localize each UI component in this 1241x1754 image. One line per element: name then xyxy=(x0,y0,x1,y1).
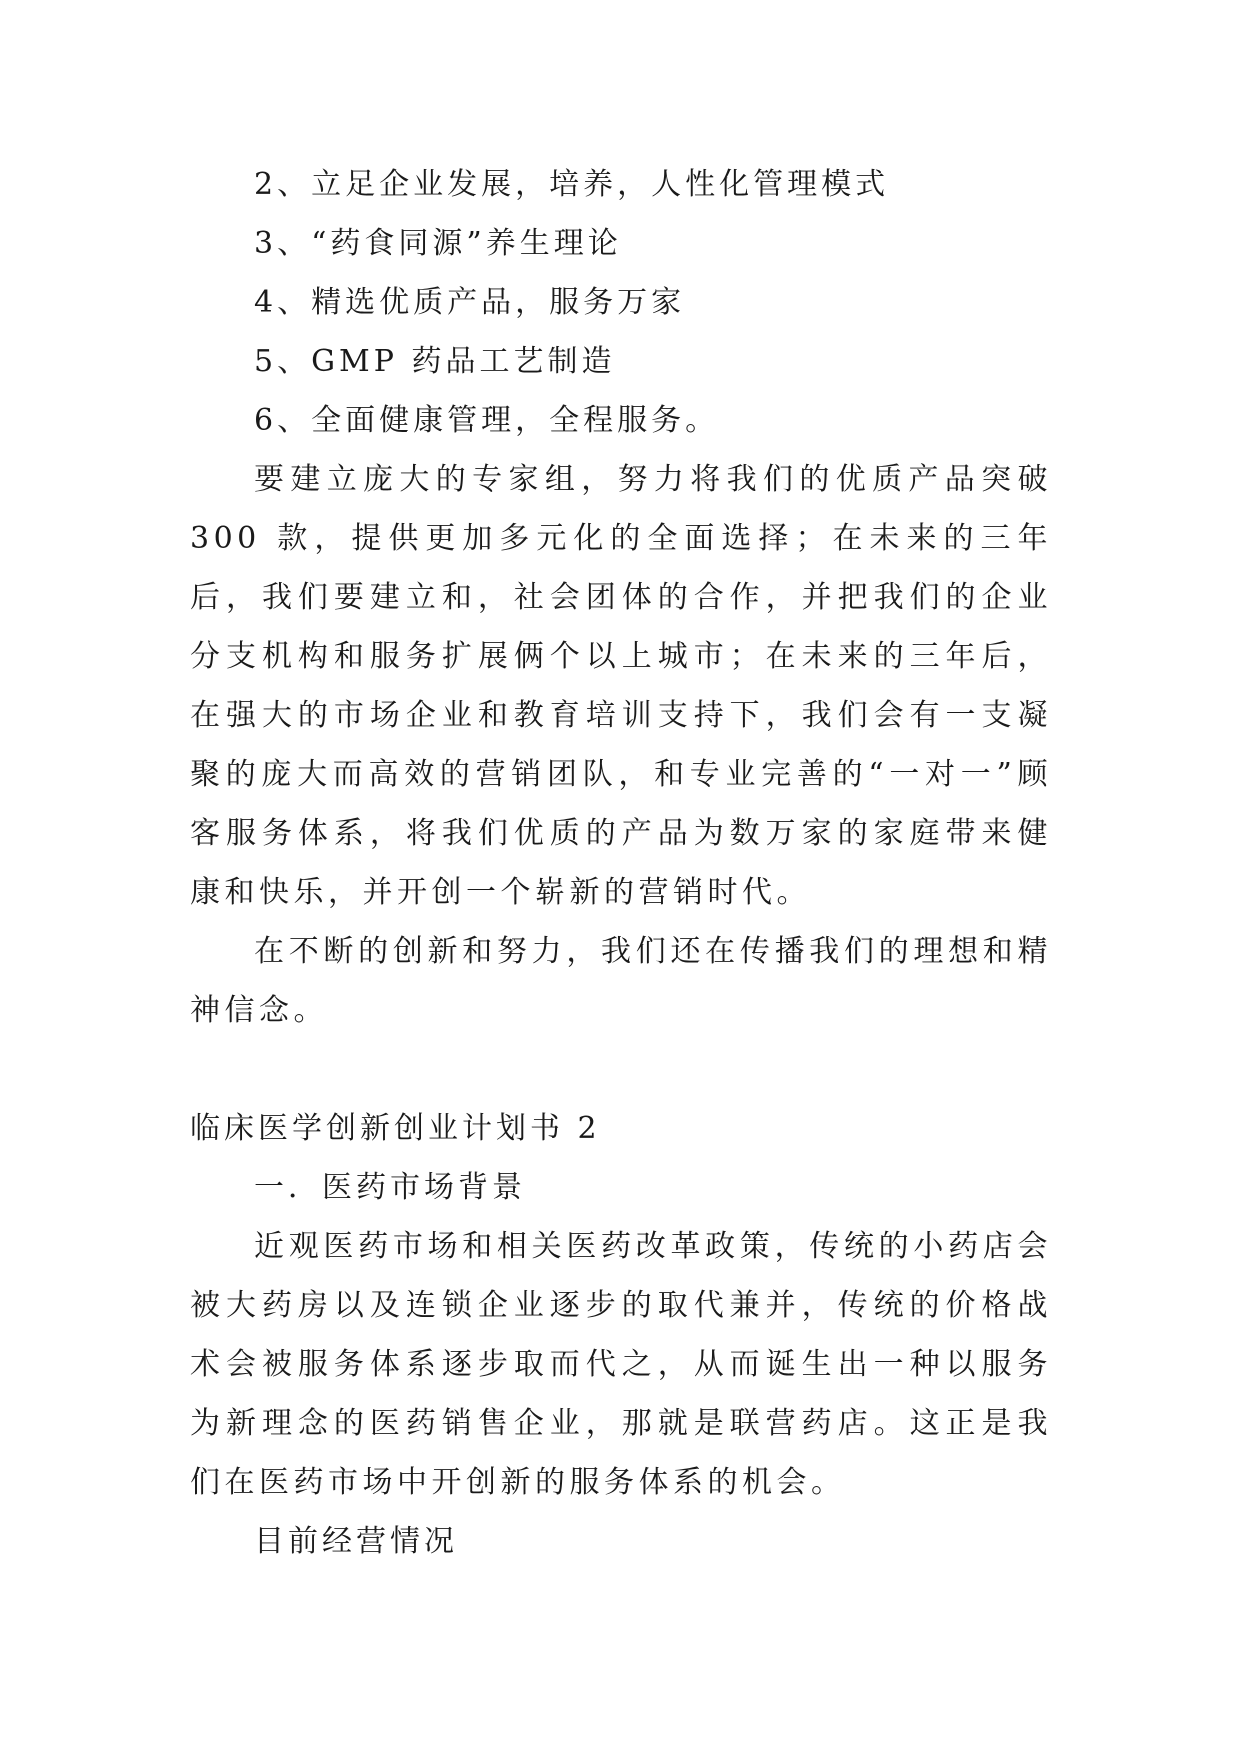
body-paragraph-plan: 要建立庞大的专家组，努力将我们的优质产品突破 300 款，提供更加多元化的全面选择；在未来的三年后，我们要建立和，社会团体的合作，并把我们的企业分支机构和服务扩展俩个以上城市；在未来的三年后，在强大的市场企业和教育培训支持下，我们会有一支凝聚的庞大而高效的营销团队，和专业完善的“一对一”顾客服务体系，将我们优质的产品为数万家的家庭带来健康和快乐，并开创一个崭新的营销时代。 xyxy=(190,462,1052,910)
list-item: 6、全面健康管理，全程服务。 xyxy=(254,403,720,438)
paragraph-gap xyxy=(190,1040,1052,1099)
body-paragraph-belief: 在不断的创新和努力，我们还在传播我们的理想和精神信念。 xyxy=(190,934,1052,1028)
document-page xyxy=(190,155,1052,1571)
subsection-title: 一．医药市场背景 xyxy=(254,1170,526,1205)
body-paragraph-market: 近观医药市场和相关医药改革政策，传统的小药店会被大药房以及连锁企业逐步的取代兼并，传统的价格战术会被服务体系逐步取而代之，从而诞生出一种以服务为新理念的医药销售企业，那就是联营药店。这正是我们在医药市场中开创新的服务体系的机会。 xyxy=(190,1229,1052,1500)
list-item: 5、GMP 药品工艺制造 xyxy=(254,344,616,379)
list-item: 2、立足企业发展，培养，人性化管理模式 xyxy=(254,167,890,202)
subheading-status: 目前经营情况 xyxy=(254,1524,458,1559)
section-title: 临床医学创新创业计划书 2 xyxy=(190,1111,601,1146)
list-item: 4、精选优质产品，服务万家 xyxy=(254,285,686,320)
list-item: 3、“药食同源”养生理论 xyxy=(254,226,622,261)
